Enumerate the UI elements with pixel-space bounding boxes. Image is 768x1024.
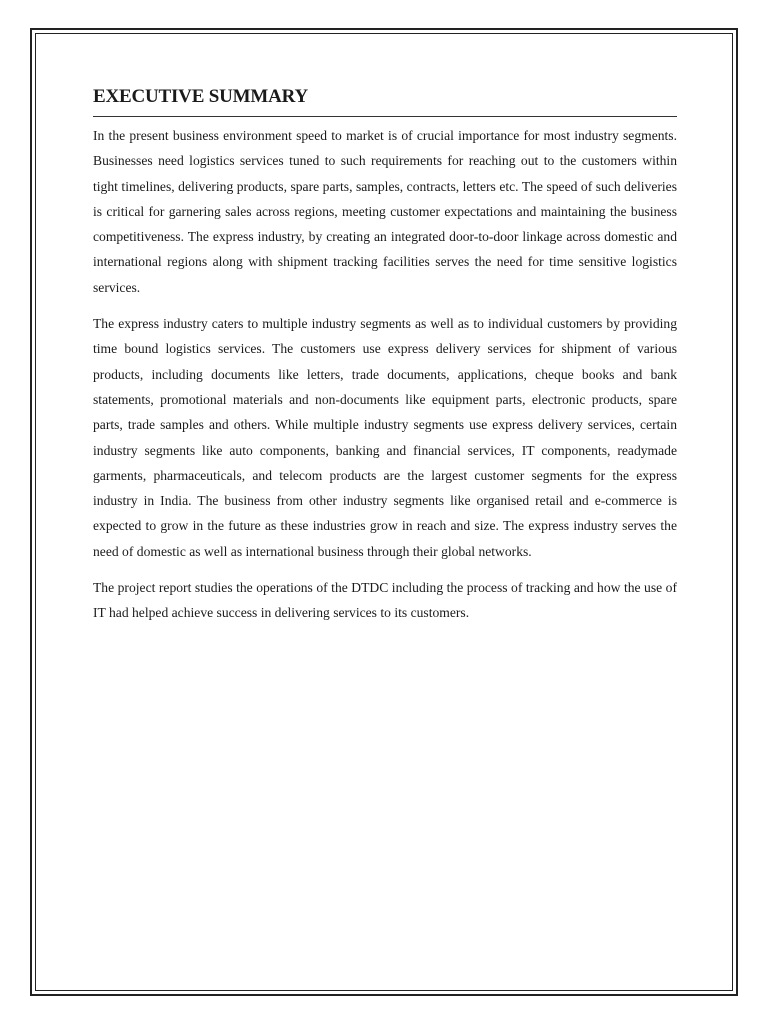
document-body (93, 86, 677, 626)
paragraph-project: The project report studies the operations of the DTDC including the process of tracking and how the use of IT had helped achieve success in delivering services to its customers. (93, 580, 677, 621)
page-title: EXECUTIVE SUMMARY (93, 86, 677, 117)
paragraph-segments: The express industry caters to multiple industry segments as well as to individual customers by providing time bound logistics services. The customers use express delivery services for shipment of various products, including documents like letters, trade documents, applications, cheque books and bank statements, promotional materials and non-documents like equipment parts, electronic products, spare parts, trade samples and others. While multiple industry segments use express delivery services, certain industry segments like auto components, banking and financial services, IT components, readymade garments, pharmaceuticals, and telecom products are the largest customer segments for the express industry in India. The business from other industry segments like organised retail and e-commerce is expected to grow in the future as these industries grow in reach and size. The express industry serves the need of domestic as well as international business through their global networks. (93, 316, 677, 559)
paragraph-intro: In the present business environment speed to market is of crucial importance for most industry segments. Businesses need logistics services tuned to such requirements for reaching out to the customers within tight timelines, delivering products, spare parts, samples, contracts, letters etc. The speed of such deliveries is critical for garnering sales across regions, meeting customer expectations and maintaining the business competitiveness. The express industry, by creating an integrated door-to-door linkage across domestic and international regions along with shipment tracking facilities serves the need for time sensitive logistics services. (93, 128, 677, 295)
